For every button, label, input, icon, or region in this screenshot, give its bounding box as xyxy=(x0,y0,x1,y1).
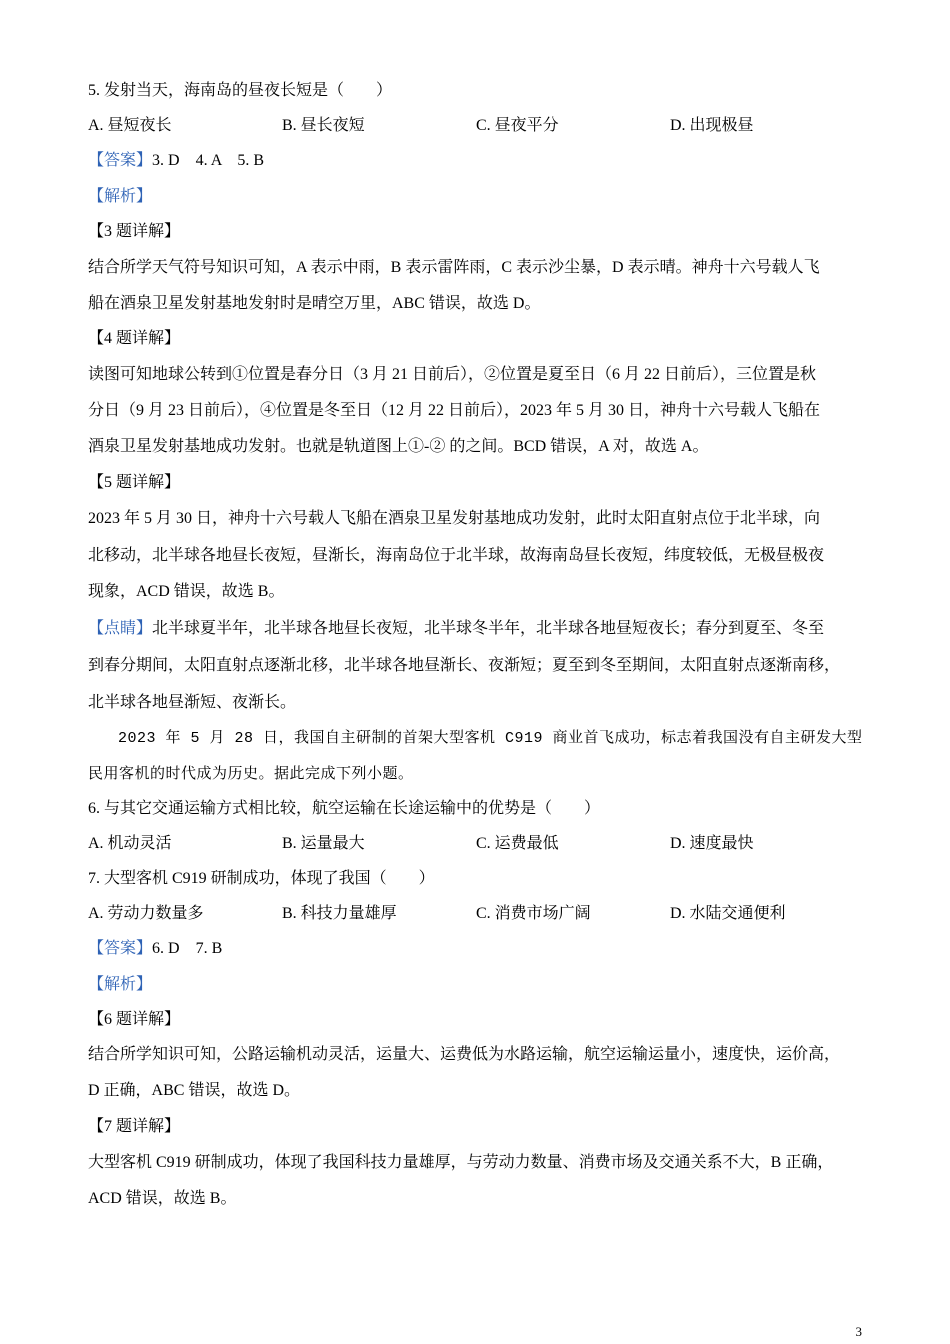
detail-3-line: 船在酒泉卫星发射基地发射时是晴空万里，ABC 错误，故选 D。 xyxy=(88,295,541,312)
answer-tag: 【答案】 xyxy=(88,940,153,957)
tip-line: 到春分期间，太阳直射点逐渐北移，北半球各地昼渐长、夜渐短；夏至到冬至期间，太阳直射点逐渐南移， xyxy=(88,657,841,674)
detail-7-heading: 【7 题详解】 xyxy=(88,1118,181,1135)
answer-line-1 xyxy=(88,151,264,171)
detail-5-heading: 【5 题详解】 xyxy=(88,474,181,491)
detail-6-heading: 【6 题详解】 xyxy=(88,1011,181,1028)
q6-option-d: D. 速度最快 xyxy=(670,835,754,852)
detail-4-heading: 【4 题详解】 xyxy=(88,330,181,347)
q5-option-d: D. 出现极昼 xyxy=(670,117,754,134)
answer-tag: 【答案】 xyxy=(88,152,153,169)
tip-text: 北半球夏半年，北半球各地昼长夜短，北半球冬半年，北半球各地昼短夜长；春分到夏至、冬至 xyxy=(152,620,825,637)
detail-5-line: 2023 年 5 月 30 日，神舟十六号载人飞船在酒泉卫星发射基地成功发射，此时太阳直射点位于北半球，向 xyxy=(88,510,821,527)
detail-6-line: D 正确，ABC 错误，故选 D。 xyxy=(88,1082,301,1099)
analysis-tag: 【解析】 xyxy=(88,188,153,205)
intro-line: 2023 年 5 月 28 日，我国自主研制的首架大型客机 C919 商业首飞成功，标志着我国没有自主研发大型 xyxy=(118,730,863,747)
detail-3-heading: 【3 题详解】 xyxy=(88,223,181,240)
tip-line-1 xyxy=(88,619,824,639)
analysis-tag: 【解析】 xyxy=(88,976,153,993)
detail-4-line: 分日（9 月 23 日前后），④位置是冬至日（12 月 22 日前后），2023 年 5 月 30 日，神舟十六号载人飞船在 xyxy=(88,402,821,419)
detail-5-line: 现象，ACD 错误，故选 B。 xyxy=(88,583,285,600)
q5-option-a: A. 昼短夜长 xyxy=(88,117,172,134)
tip-tag: 【点睛】 xyxy=(88,620,153,637)
q6-option-b: B. 运量最大 xyxy=(282,835,365,852)
q6-option-c: C. 运费最低 xyxy=(476,835,559,852)
detail-6-line: 结合所学知识可知，公路运输机动灵活，运量大、运费低为水路运输，航空运输运量小，速度快，运价高， xyxy=(88,1046,841,1063)
answer-text: 6. D 7. B xyxy=(152,940,223,957)
detail-5-line: 北移动，北半球各地昼长夜短，昼渐长，海南岛位于北半球，故海南岛昼长夜短，纬度较低，无极昼极夜 xyxy=(88,547,825,564)
detail-4-line: 酒泉卫星发射基地成功发射。也就是轨道图上①-② 的之间。BCD 错误，A 对，故选 A。 xyxy=(88,438,709,455)
tip-line: 北半球各地昼渐短、夜渐长。 xyxy=(88,694,297,711)
detail-7-line: ACD 错误，故选 B。 xyxy=(88,1190,237,1207)
question-7-stem: 7. 大型客机 C919 研制成功，体现了我国（ ） xyxy=(88,870,435,887)
q7-option-b: B. 科技力量雄厚 xyxy=(282,905,397,922)
page-number: 3 xyxy=(855,1324,862,1339)
question-6-stem: 6. 与其它交通运输方式相比较，航空运输在长途运输中的优势是（ ） xyxy=(88,800,601,817)
detail-7-line: 大型客机 C919 研制成功，体现了我国科技力量雄厚，与劳动力数量、消费市场及交通关系不大，B 正确， xyxy=(88,1154,834,1171)
q7-option-a: A. 劳动力数量多 xyxy=(88,905,204,922)
detail-3-line: 结合所学天气符号知识可知，A 表示中雨，B 表示雷阵雨，C 表示沙尘暴，D 表示晴。神舟十六号载人飞 xyxy=(88,259,820,276)
q7-option-d: D. 水陆交通便利 xyxy=(670,905,786,922)
answer-text: 3. D 4. A 5. B xyxy=(152,152,265,169)
intro-line: 民用客机的时代成为历史。据此完成下列小题。 xyxy=(88,766,414,783)
answer-line-2 xyxy=(88,939,222,959)
q7-option-c: C. 消费市场广阔 xyxy=(476,905,591,922)
q5-option-b: B. 昼长夜短 xyxy=(282,117,365,134)
question-5-stem: 5. 发射当天，海南岛的昼夜长短是（ ） xyxy=(88,82,393,99)
detail-4-line: 读图可知地球公转到①位置是春分日（3 月 21 日前后），②位置是夏至日（6 月 22 日前后），三位置是秋 xyxy=(88,366,817,383)
q6-option-a: A. 机动灵活 xyxy=(88,835,172,852)
q5-option-c: C. 昼夜平分 xyxy=(476,117,559,134)
